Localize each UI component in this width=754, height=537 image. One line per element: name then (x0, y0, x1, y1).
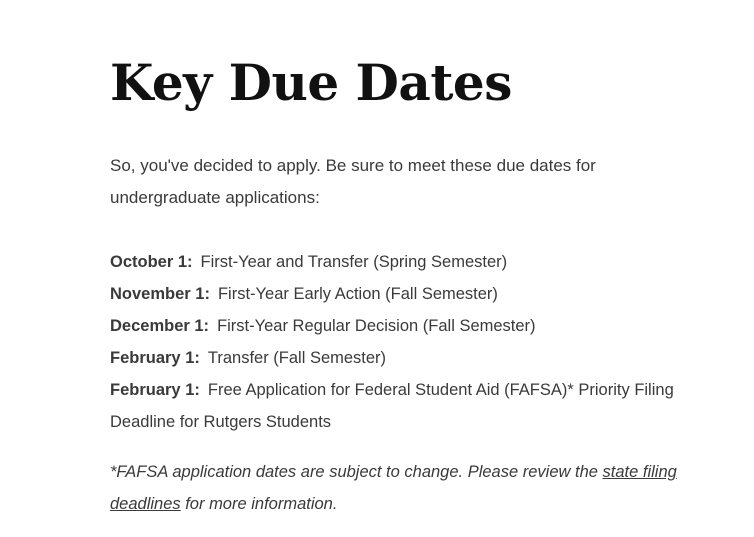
page-title: Key Due Dates (110, 53, 512, 112)
due-date-description: Transfer (Fall Semester) (207, 349, 387, 367)
list-item (110, 278, 710, 310)
due-dates-list (110, 246, 710, 438)
due-date: December 1: (110, 317, 210, 335)
fafsa-note (110, 456, 685, 520)
due-date-description: First-Year and Transfer (Spring Semester) (200, 253, 508, 271)
due-date: October 1: (110, 253, 193, 271)
due-date-description: First-Year Regular Decision (Fall Semester) (217, 317, 536, 335)
due-date: February 1: (110, 381, 200, 399)
list-item (110, 246, 710, 278)
list-item (110, 310, 710, 342)
list-item (110, 374, 710, 438)
due-date-description: First-Year Early Action (Fall Semester) (217, 285, 498, 303)
list-item (110, 342, 710, 374)
note-text-after: for more information. (180, 495, 338, 513)
note-text-before: *FAFSA application dates are subject to change. Please review the (110, 463, 603, 481)
due-date-description: Free Application for Federal Student Aid (FAFSA)* Priority Filing Deadline for Rutgers Students (110, 381, 674, 431)
due-date: February 1: (110, 349, 200, 367)
due-date: November 1: (110, 285, 210, 303)
intro-text: So, you've decided to apply. Be sure to meet these due dates for undergraduate applications: (110, 156, 596, 207)
state-filing-deadlines-link[interactable]: state filing deadlines (110, 463, 677, 513)
